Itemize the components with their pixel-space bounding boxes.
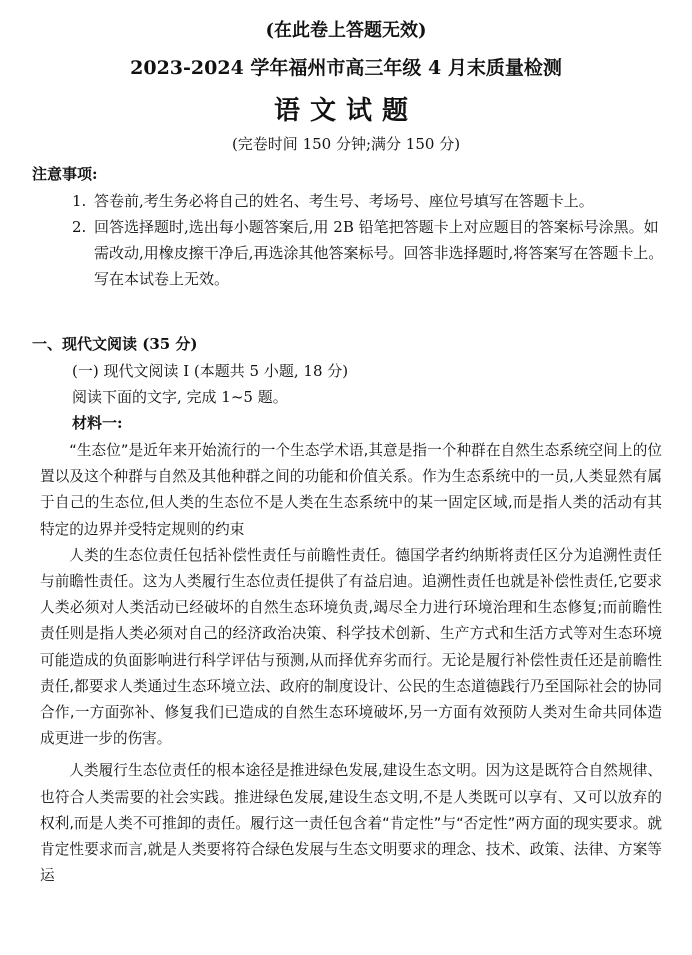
notes-list — [72, 188, 672, 292]
reading-instruction: 阅读下面的文字, 完成 1~5 题。 — [72, 388, 288, 406]
invalid-answer-warning: (在此卷上答题无效) — [265, 20, 427, 41]
section-title: 一、现代文阅读 (35 分) — [32, 335, 198, 353]
subject-title: 语文试题 — [273, 96, 418, 126]
material-body — [40, 438, 662, 889]
notes-heading: 注意事项: — [32, 165, 98, 183]
section-subtitle: (一) 现代文阅读 I (本题共 5 小题, 18 分) — [72, 362, 349, 380]
note-item — [72, 188, 672, 214]
note-text: 回答选择题时,选出每小题答案后,用 2B 铅笔把答题卡上对应题目的答案标号涂黑。如需改动,用橡皮擦干净后,再选涂其他答案标号。回答非选择题时,将答案写在答题卡上。写在本试卷上无效。 — [94, 218, 664, 288]
note-item — [72, 214, 672, 292]
exam-title: 2023-2024 学年福州市高三年级 4 月末质量检测 — [130, 57, 562, 79]
note-text: 答卷前,考生务必将自己的姓名、考生号、考场号、座位号填写在答题卡上。 — [94, 192, 594, 210]
note-number: 1. — [72, 192, 87, 210]
paragraph: “生态位”是近年来开始流行的一个生态学术语,其意是指一个种群在自然生态系统空间上的位置以及这个种群与自然及其他种群之间的功能和价值关系。作为生态系统中的一员,人类显然有属于自己的生态位,但人类的生态位不是人类在生态系统中的某一固定区域,而是指人类的活动有其特定的边界并受特定规则的约束 — [40, 442, 662, 538]
material-label: 材料一: — [72, 414, 123, 432]
note-number: 2. — [72, 218, 87, 236]
paragraph: 人类的生态位责任包括补偿性责任与前瞻性责任。德国学者约纳斯将责任区分为追溯性责任与前瞻性责任。这为人类履行生态位责任提供了有益启迪。追溯性责任也就是补偿性责任,它要求人类必须对人类活动已经破坏的自然生态环境负责,竭尽全力进行环境治理和生态修复;而前瞻性责任则是指人类必须对自己的经济政治决策、科学技术创新、生产方式和生活方式等对生态环境可能造成的负面影响进行科学评估与预测,从而择优弃劣而行。无论是履行补偿性责任还是前瞻性责任,都要求人类通过生态环境立法、政府的制度设计、公民的生态道德践行乃至国际社会的协同合作,一方面弥补、修复我们已造成的自然生态环境破坏,另一方面有效预防人类对生命共同体造成更进一步的伤害。 — [40, 546, 662, 748]
time-score-info: (完卷时间 150 分钟;满分 150 分) — [231, 135, 461, 153]
paragraph: 人类履行生态位责任的根本途径是推进绿色发展,建设生态文明。因为这是既符合自然规律、也符合人类需要的社会实践。推进绿色发展,建设生态文明,不是人类既可以享有、又可以放弃的权利,而是人类不可推卸的责任。履行这一责任包含着“肯定性”与“否定性”两方面的现实要求。就肯定性要求而言,就是人类要将符合绿色发展与生态文明要求的理念、技术、政策、法律、方案等运 — [40, 762, 662, 885]
